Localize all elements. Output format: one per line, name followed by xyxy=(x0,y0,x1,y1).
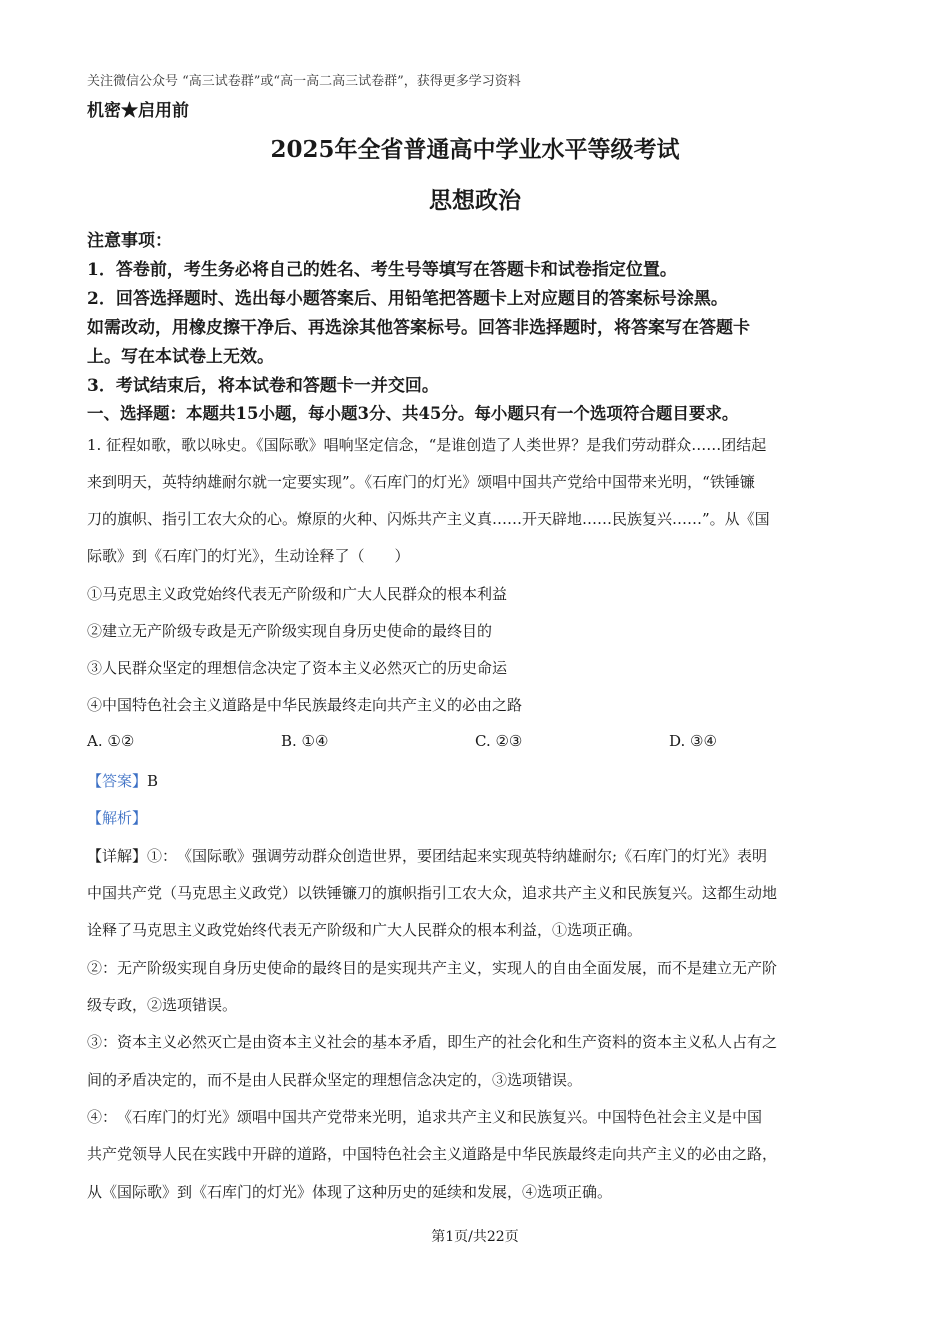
q1-stem-line-3: 刀的旗帜、指引工农大众的心。燎原的火种、闪烁共产主义真……开天辟地……民族复兴……”。从《国 xyxy=(87,510,770,528)
page-footer: 第1页/共22页 xyxy=(431,1229,519,1245)
analysis-tag: 【解析】 xyxy=(87,809,148,827)
q1-detail-line-9: 共产党领导人民在实践中开辟的道路，中国特色社会主义道路是中华民族最终走向共产主义的必由之路， xyxy=(87,1145,778,1163)
q1-detail-line-10: 从《国际歌》到《石库门的灯光》体现了这种历史的延续和发展，④选项正确。 xyxy=(87,1183,613,1201)
notice-title: 注意事项： xyxy=(87,231,172,251)
confidential-label: 机密★启用前 xyxy=(87,101,189,121)
q1-stem-line-2: 来到明天，英特纳雄耐尔就一定要实现”。《石库门的灯光》颂唱中国共产党给中国带来光明，“铁锤镰 xyxy=(87,473,755,491)
q1-detail-line-4: ②：无产阶级实现自身历史使命的最终目的是实现共产主义，实现人的自由全面发展，而不是建立无产阶 xyxy=(87,959,778,977)
q1-detail-line-7: 间的矛盾决定的，而不是由人民群众坚定的理想信念决定的，③选项错误。 xyxy=(87,1071,583,1089)
q1-detail-line-1: 【详解】①： 《国际歌》强调劳动群众创造世界，要团结起来实现英特纳雄耐尔;《石库门的灯光》表明 xyxy=(87,847,768,865)
exam-title: 2025年全省普通高中学业水平等级考试 xyxy=(270,136,680,163)
q1-answer xyxy=(87,770,158,791)
header-note: 关注微信公众号 “高三试卷群”或“高一高二高三试卷群”，获得更多学习资料 xyxy=(87,74,521,89)
q1-detail-line-6: ③：资本主义必然灭亡是由资本主义社会的基本矛盾，即生产的社会化和生产资料的资本主义私人占有之 xyxy=(87,1033,778,1051)
answer-tag: 【答案】 xyxy=(87,772,148,790)
q1-stem-line-1: 1. 征程如歌，歌以咏史。《国际歌》唱响坚定信念，“是谁创造了人类世界？是我们劳动群众……团结起 xyxy=(87,436,767,454)
q1-detail-line-3: 诠释了马克思主义政党始终代表无产阶级和广大人民群众的根本利益，①选项正确。 xyxy=(87,921,643,939)
section-heading: 一、选择题：本题共15小题，每小题3分、共45分。每小题只有一个选项符合题目要求。 xyxy=(87,404,739,423)
q1-detail-line-8: ④： 《石库门的灯光》颂唱中国共产党带来光明，追求共产主义和民族复兴。中国特色社会主义是中国 xyxy=(87,1108,763,1126)
q1-statement-4: ④中国特色社会主义道路是中华民族最终走向共产主义的必由之路 xyxy=(87,696,523,714)
subject-title: 思想政治 xyxy=(429,187,521,214)
q1-option-b: B. ①④ xyxy=(281,732,329,750)
q1-statement-3: ③人民群众坚定的理想信念决定了资本主义必然灭亡的历史命运 xyxy=(87,659,508,677)
q1-stem-line-4: 际歌》到《石库门的灯光》，生动诠释了（ ） xyxy=(87,547,410,565)
q1-statement-1: ①马克思主义政党始终代表无产阶级和广大人民群众的根本利益 xyxy=(87,585,508,603)
answer-value: B xyxy=(147,772,159,790)
q1-option-a: A. ①② xyxy=(87,732,135,750)
q1-option-c: C. ②③ xyxy=(475,732,523,750)
q1-statement-2: ②建立无产阶级专政是无产阶级实现自身历史使命的最终目的 xyxy=(87,622,493,640)
q1-detail-line-2: 中国共产党（马克思主义政党）以铁锤镰刀的旗帜指引工农大众，追求共产主义和民族复兴。这都生动地 xyxy=(87,884,778,902)
notice-line-3: 如需改动，用橡皮擦干净后、再选涂其他答案标号。回答非选择题时，将答案写在答题卡 xyxy=(87,318,750,338)
notice-line-4: 上。写在本试卷上无效。 xyxy=(87,347,274,367)
notice-line-2: 2．回答选择题时、选出每小题答案后、用铅笔把答题卡上对应题目的答案标号涂黑。 xyxy=(87,289,728,309)
notice-line-1: 1．答卷前，考生务必将自己的姓名、考生号等填写在答题卡和试卷指定位置。 xyxy=(87,260,677,280)
notice-line-5: 3．考试结束后，将本试卷和答题卡一并交回。 xyxy=(87,376,439,396)
q1-option-d: D. ③④ xyxy=(669,732,717,750)
q1-detail-line-5: 级专政，②选项错误。 xyxy=(87,996,238,1014)
